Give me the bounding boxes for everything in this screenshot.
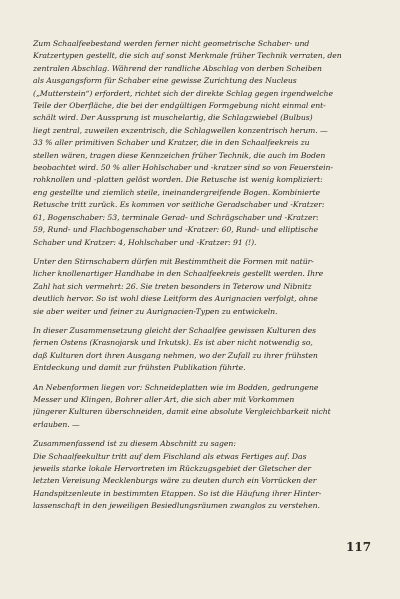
text-line: 59, Rund- und Flachbogenschaber und -Kratzer: 60, Rund- und elliptische: [33, 225, 319, 235]
paragraph: [33, 325, 376, 375]
body-text: [33, 38, 376, 520]
page-number: 117: [346, 540, 372, 554]
text-line: daß Kulturen dort ihren Ausgang nehmen, wo der Zufall zu ihrer frühsten: [33, 350, 318, 360]
paragraph: [33, 382, 376, 432]
text-line: Die Schaalfeekultur tritt auf dem Fischland als etwas Fertiges auf. Das: [33, 451, 307, 461]
text-line: stellen wären, tragen diese Kennzeichen früher Technik, die auch im Boden: [33, 150, 326, 160]
text-line: rohknollen und -platten gelöst worden. Die Retusche ist wenig kompliziert:: [33, 175, 323, 185]
paragraph: [33, 438, 376, 512]
text-line: lassenschaft in den jeweiligen Besiedlungsräumen zwanglos zu verstehen.: [33, 501, 320, 511]
text-line: liegt zentral, zuweilen exzentrisch, die Schlagwellen konzentrisch herum. —: [33, 125, 328, 135]
text-line: sie aber weiter und feiner zu Aurignacien-Typen zu entwickeln.: [33, 306, 278, 316]
text-line: Schaber und Kratzer: 4, Hohlschaber und -Kratzer: 91 (!).: [33, 237, 257, 247]
text-line: Zum Schaalfeebestand werden ferner nicht geometrische Schaber- und: [33, 39, 310, 48]
text-line: Teile der Oberfläche, die bei der endgültigen Formgebung nicht einmal ent-: [33, 101, 326, 111]
text-line: An Nebenformen liegen vor: Schneideplatten wie im Bodden, gedrungene: [33, 382, 319, 392]
text-line: erlauben. —: [33, 419, 80, 429]
text-line: eng gestellte und ziemlich steile, ineinandergreifende Bogen. Kombinierte: [33, 187, 321, 197]
text-line: beobachtet wird. 50 % aller Hohlschaber und -kratzer sind so von Feuerstein-: [33, 163, 333, 173]
text-line: fernen Ostens (Krasnojarsk und Irkutsk). Es ist aber nicht notwendig so,: [33, 338, 313, 348]
text-line: jüngerer Kulturen überschneiden, damit eine absolute Vergleichbarkeit nicht: [33, 407, 331, 417]
text-line: licher knollenartiger Handhabe in den Schaalfeekreis gestellt werden. Ihre: [33, 269, 324, 279]
text-line: 61, Bogenschaber: 53, terminale Gerad- und Schrägschaber und -Kratzer:: [33, 212, 319, 222]
text-line: Messer und Klingen, Bohrer aller Art, die sich aber mit Vorkommen: [33, 394, 295, 404]
text-line: In dieser Zusammensetzung gleicht der Schaalfee gewissen Kulturen des: [33, 325, 317, 335]
text-line: Handspitzenleute in bestimmten Etappen. So ist die Häufung ihrer Hinter-: [33, 488, 322, 498]
text-line: Kratzertypen gestellt, die sich auf sonst Merkmale früher Technik verraten, den: [33, 51, 342, 61]
text-line: Zusammenfassend ist zu diesem Abschnitt zu sagen:: [33, 439, 236, 449]
text-line: letzten Vereisung Mecklenburgs wäre zu deuten durch ein Vorrücken der: [33, 476, 317, 486]
text-line: Unter den Stirnschabern dürfen mit Bestimmtheit die Formen mit natür-: [33, 256, 314, 266]
paragraph: [33, 38, 376, 249]
text-line: Entdeckung und damit zur frühsten Publikation führte.: [33, 363, 246, 373]
text-line: („Mutterstein“) erfordert, richtet sich der direkte Schlag gegen irgendwelche: [33, 88, 333, 98]
text-line: deutlich hervor. So ist wohl diese Leitform des Aurignacien verfolgt, ohne: [33, 294, 318, 304]
text-line: zentralen Abschlag. Während der randliche Abschlag von derben Scheiben: [33, 63, 322, 73]
text-line: als Ausgangsform für Schaber eine gewisse Zurichtung des Nucleus: [33, 76, 297, 86]
text-line: Retusche tritt zurück. Es kommen vor seitliche Geradschaber und -Kratzer:: [33, 200, 325, 210]
text-line: jeweils starke lokale Hervortreten im Rückzugsgebiet der Gletscher der: [33, 464, 312, 473]
text-line: schält wird. Der Aussprung ist muschelartig, die Schlagzwiebel (Bulbus): [33, 113, 313, 123]
text-line: Zahl hat sich vermehrt: 26. Sie treten besonders in Teterow und Nibnitz: [33, 281, 312, 291]
paragraph: [33, 256, 376, 318]
text-line: 33 % aller primitiven Schaber und Kratzer, die in den Schaalfeekreis zu: [33, 138, 310, 148]
